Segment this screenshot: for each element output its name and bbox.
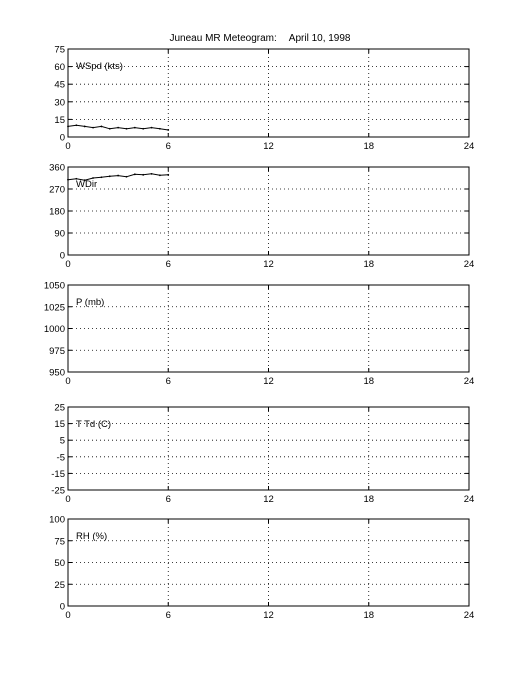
x-tick-label: 0	[65, 494, 71, 505]
x-tick-label: 18	[363, 610, 375, 621]
x-tick-label: 12	[263, 494, 274, 505]
panel-3	[44, 281, 474, 388]
x-tick-label: 24	[463, 494, 475, 505]
data-point	[101, 176, 103, 178]
y-axis-label: T Td (C)	[76, 419, 112, 430]
y-tick-label: 1025	[43, 302, 65, 314]
y-tick-label: 25	[54, 579, 65, 591]
data-point	[117, 127, 119, 129]
data-point	[167, 174, 169, 176]
x-tick-label: 6	[165, 259, 171, 270]
data-point	[159, 128, 161, 130]
panel-5	[49, 515, 474, 622]
y-tick-label: 180	[49, 206, 65, 218]
y-tick-label: 30	[54, 97, 65, 109]
data-point	[134, 173, 136, 175]
y-tick-label: 90	[54, 228, 65, 240]
y-tick-label: 950	[49, 367, 65, 379]
y-tick-label: 360	[49, 162, 65, 174]
x-tick-label: 18	[363, 141, 375, 152]
y-tick-label: 0	[59, 250, 65, 262]
y-tick-label: 75	[54, 536, 65, 548]
y-axis-label: RH (%)	[76, 531, 108, 542]
x-tick-label: 24	[463, 376, 475, 387]
x-tick-label: 12	[263, 610, 274, 621]
data-point	[109, 175, 111, 177]
x-tick-label: 0	[65, 610, 71, 621]
x-tick-label: 12	[263, 259, 274, 270]
y-tick-label: -5	[56, 452, 65, 464]
y-tick-label: 75	[54, 44, 65, 56]
y-tick-label: -25	[51, 485, 65, 497]
x-tick-label: 12	[263, 376, 274, 387]
data-point	[134, 127, 136, 129]
data-point	[159, 174, 161, 176]
x-tick-label: 6	[165, 141, 171, 152]
panel-1	[54, 45, 474, 153]
title-date: April 10, 1998	[288, 33, 351, 44]
data-point	[75, 124, 77, 126]
y-axis-label: WSpd (kts)	[76, 61, 123, 72]
data-point	[126, 176, 128, 178]
y-tick-label: 60	[54, 62, 65, 74]
y-tick-label: 45	[54, 79, 65, 91]
data-point	[101, 126, 103, 128]
x-tick-label: 18	[363, 376, 375, 387]
x-tick-label: 24	[463, 610, 475, 621]
y-tick-label: 0	[59, 132, 65, 144]
x-tick-label: 18	[363, 494, 375, 505]
y-tick-label: 5	[59, 435, 65, 447]
y-axis-label: WDir	[76, 179, 98, 190]
y-tick-label: 15	[54, 114, 65, 126]
data-point	[142, 128, 144, 130]
panel-2	[49, 163, 474, 271]
title-station: Juneau MR Meteogram:	[169, 33, 277, 44]
y-tick-label: 1050	[43, 280, 65, 292]
y-tick-label: 270	[49, 184, 65, 196]
data-point	[92, 127, 94, 129]
x-tick-label: 6	[165, 494, 171, 505]
x-tick-label: 0	[65, 259, 71, 270]
panel-4	[51, 403, 474, 506]
data-point	[117, 175, 119, 177]
data-point	[151, 127, 153, 129]
x-tick-label: 18	[363, 259, 375, 270]
data-point	[167, 129, 169, 131]
y-tick-label: -15	[51, 468, 65, 480]
y-tick-label: 25	[54, 402, 65, 414]
y-axis-label: P (mb)	[76, 297, 105, 308]
y-tick-label: 1000	[43, 324, 65, 335]
y-tick-label: 100	[49, 514, 65, 526]
data-point	[84, 126, 86, 128]
data-point	[109, 128, 111, 130]
x-tick-label: 6	[165, 376, 171, 387]
x-tick-label: 24	[463, 259, 475, 270]
x-tick-label: 6	[165, 610, 171, 621]
x-tick-label: 0	[65, 141, 71, 152]
x-tick-label: 24	[463, 141, 475, 152]
data-point	[151, 173, 153, 175]
x-tick-label: 12	[263, 141, 274, 152]
y-tick-label: 0	[59, 601, 65, 613]
y-tick-label: 15	[54, 419, 65, 431]
data-point	[126, 128, 128, 130]
data-point	[142, 174, 144, 176]
y-tick-label: 975	[49, 345, 65, 357]
x-tick-label: 0	[65, 376, 71, 387]
y-tick-label: 50	[54, 558, 65, 569]
